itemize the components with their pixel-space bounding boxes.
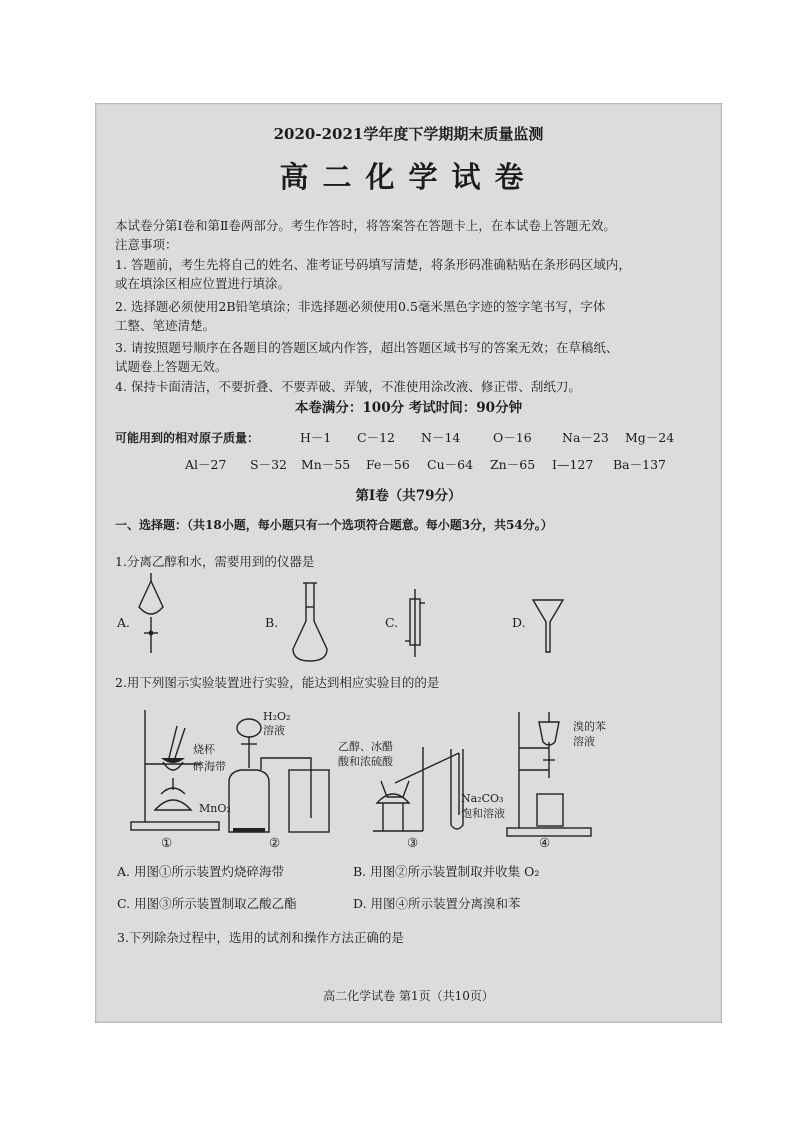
atomic-mass: Na－23 [562, 430, 609, 445]
notice-heading: 注意事项： [115, 237, 178, 252]
q1-option-c-label: C. [385, 615, 399, 630]
atomic-mass: S－32 [250, 457, 287, 472]
atomic-mass: Zn－65 [490, 457, 536, 472]
notice-line: 工整、笔迹清楚。 [115, 318, 216, 333]
figure-number: ③ [407, 835, 419, 850]
atomic-mass: N－14 [421, 430, 461, 445]
part-title: 第Ⅰ卷（共79分） [355, 488, 462, 504]
figure-number: ② [269, 835, 281, 850]
atomic-mass: Mn－55 [301, 457, 351, 472]
notice-line: 2. 选择题必须使用2B铅笔填涂；非选择题必须使用0.5毫米黑色字迹的签字笔书写，字体 [115, 299, 606, 314]
q1-option-d-label: D. [512, 615, 526, 630]
label-bromine-benzene: 溶液 [573, 735, 595, 748]
q2-option-d: D. 用图④所示装置分离溴和苯 [353, 896, 521, 911]
question-3-stem: 3.下列除杂过程中，选用的试剂和操作方法正确的是 [117, 930, 404, 945]
exam-intro: 本试卷分第Ⅰ卷和第Ⅱ卷两部分。考生作答时，将答案答在答题卡上，在本试卷上答题无效。 [115, 218, 616, 233]
exam-subtitle: 2020-2021学年度下学期期末质量监测 [273, 125, 544, 143]
label-bromine-benzene: 溴的苯 [573, 720, 606, 733]
label-mno2: MnO₂ [199, 802, 231, 815]
q1-option-b-label: B. [265, 615, 279, 630]
volumetric-flask-icon [289, 581, 331, 665]
atomic-mass: H－1 [300, 430, 332, 445]
notice-line: 4. 保持卡面清洁，不要折叠、不要弄破、弄皱，不准使用涂改液、修正带、刮纸刀。 [115, 379, 581, 394]
atomic-mass: C－12 [357, 430, 395, 445]
figure-number: ④ [539, 835, 551, 850]
atomic-mass: I—127 [552, 457, 594, 472]
atomic-mass-label: 可能用到的相对原子质量： [115, 431, 260, 445]
label-reagents: 酸和浓硫酸 [338, 755, 393, 768]
notice-line: 试题卷上答题无效。 [115, 359, 228, 374]
page-footer: 高二化学试卷 第1页（共10页） [323, 989, 494, 1003]
exam-title: 高二化学试卷 [279, 160, 538, 194]
exam-page [95, 103, 722, 1023]
condenser-icon [403, 587, 427, 659]
label-saturated-solution: 饱和溶液 [461, 807, 505, 820]
notice-line: 1. 答题前，考生先将自己的姓名、准考证号码填写清楚，将条形码准确粘贴在条形码区域内， [115, 257, 631, 272]
question-2-stem: 2.用下列图示实验装置进行实验，能达到相应实验目的的是 [115, 675, 440, 690]
atomic-mass: Ba－137 [613, 457, 666, 472]
separatory-funnel-icon [135, 571, 167, 657]
label-h2o2: H₂O₂ [263, 710, 291, 723]
atomic-mass: O－16 [493, 430, 532, 445]
funnel-icon [531, 596, 565, 656]
q1-option-a-label: A. [117, 615, 131, 630]
label-reagents: 乙醇、冰醋 [338, 740, 393, 753]
label-beaker: 烧杯 [193, 743, 215, 756]
q2-option-a: A. 用图①所示装置灼烧碎海带 [117, 864, 284, 879]
notice-line: 或在填涂区相应位置进行填涂。 [115, 276, 291, 291]
label-na2co3: Na₂CO₃ [461, 792, 504, 805]
atomic-mass: Cu－64 [427, 457, 474, 472]
notice-line: 3. 请按照题号顺序在各题目的答题区域内作答，超出答题区域书写的答案无效；在草稿纸、 [115, 340, 619, 355]
atomic-mass: Al－27 [185, 457, 227, 472]
question-1-stem: 1.分离乙醇和水，需要用到的仪器是 [115, 554, 315, 569]
score-time: 本卷满分：100分 考试时间：90分钟 [294, 400, 523, 416]
atomic-mass: Fe－56 [366, 457, 410, 472]
q2-option-c: C. 用图③所示装置制取乙酸乙酯 [117, 896, 297, 911]
q2-option-b: B. 用图②所示装置制取并收集 O₂ [353, 864, 540, 879]
section-title: 一、选择题：（共18小题，每小题只有一个选项符合题意。每小题3分，共54分。） [115, 518, 553, 532]
label-h2o2-solution: 溶液 [263, 724, 285, 737]
label-seaweed: 碎海带 [193, 760, 226, 773]
atomic-mass: Mg－24 [625, 430, 675, 445]
figure-number: ① [161, 835, 173, 850]
